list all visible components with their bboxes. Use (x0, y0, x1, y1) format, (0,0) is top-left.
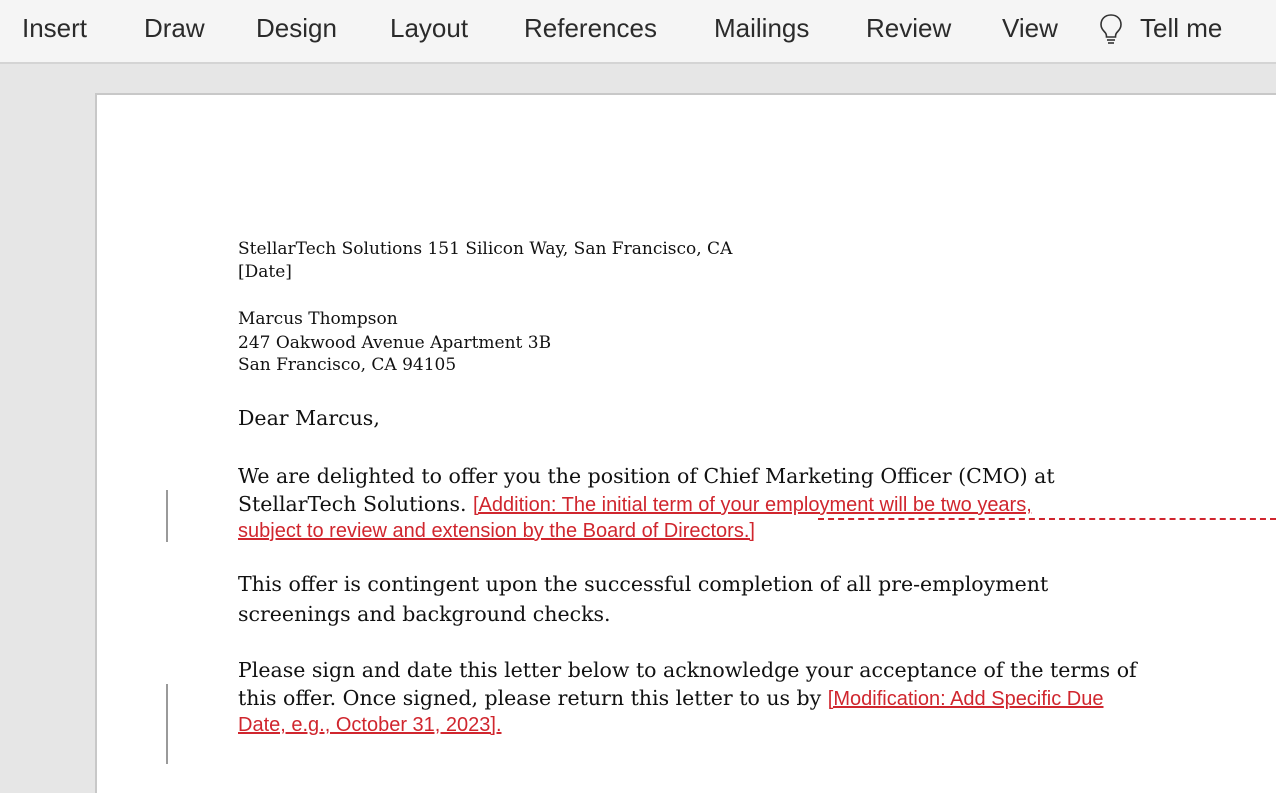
tab-layout[interactable]: Layout (390, 13, 469, 43)
tracked-insertion-continued[interactable]: subject to review and extension by the Board of Directors.] (238, 520, 755, 542)
lightbulb-icon[interactable] (1096, 12, 1126, 46)
tab-design[interactable]: Design (256, 13, 337, 43)
change-bar (166, 490, 168, 542)
paragraph3-line3[interactable] (238, 710, 502, 739)
tracked-modification[interactable]: [Modification: Add Specific Due (827, 688, 1104, 710)
tell-me-search[interactable]: Tell me (1140, 13, 1223, 43)
recipient-street[interactable]: 247 Oakwood Avenue Apartment 3B (238, 333, 552, 353)
paragraph3-text: this offer. Once signed, please return this letter to us by (238, 686, 822, 710)
tab-insert[interactable]: Insert (22, 13, 88, 43)
tab-references[interactable]: References (524, 13, 657, 43)
change-bar (166, 684, 168, 764)
paragraph1-line2[interactable] (238, 490, 1032, 519)
paragraph2-line1[interactable]: This offer is contingent upon the successful completion of all pre-employment (238, 572, 1049, 596)
paragraph1-text: StellarTech Solutions. (238, 492, 467, 516)
sender-address[interactable]: StellarTech Solutions 151 Silicon Way, San Francisco, CA (238, 239, 733, 259)
ribbon-tab-bar (0, 0, 1276, 64)
tracked-modification-continued[interactable]: Date, e.g., October 31, 2023]. (238, 714, 502, 736)
paragraph1-line3[interactable] (238, 516, 755, 545)
recipient-city[interactable]: San Francisco, CA 94105 (238, 355, 457, 375)
date-placeholder[interactable]: [Date] (238, 262, 292, 282)
paragraph3-line2[interactable] (238, 684, 1104, 713)
tab-view[interactable]: View (1002, 13, 1058, 43)
tracked-insertion[interactable]: [Addition: The initial term of your employment will be two years, (473, 494, 1032, 516)
paragraph1-line1[interactable]: We are delighted to offer you the position of Chief Marketing Officer (CMO) at (238, 464, 1055, 488)
comment-connector-line (818, 518, 1276, 520)
tab-review[interactable]: Review (866, 13, 952, 43)
tab-draw[interactable]: Draw (144, 13, 205, 43)
paragraph3-line1[interactable]: Please sign and date this letter below to acknowledge your acceptance of the terms of (238, 658, 1137, 682)
tab-mailings[interactable]: Mailings (714, 13, 810, 43)
salutation[interactable]: Dear Marcus, (238, 406, 380, 430)
paragraph2-line2[interactable]: screenings and background checks. (238, 602, 611, 626)
recipient-name[interactable]: Marcus Thompson (238, 309, 398, 329)
